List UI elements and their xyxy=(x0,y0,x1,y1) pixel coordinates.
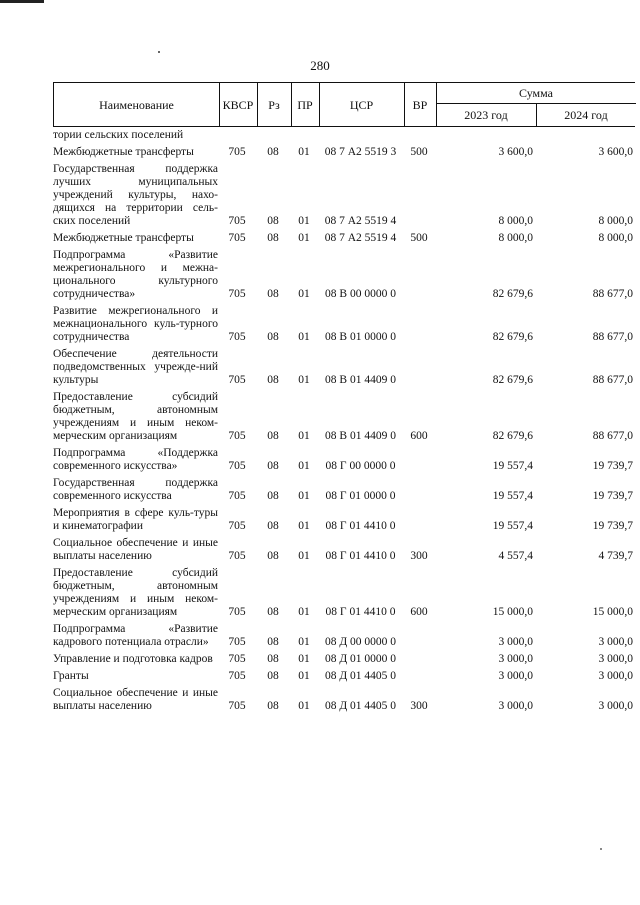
row-sum-2023: 15 000,0 xyxy=(492,606,533,618)
row-csr: 08 Г 01 0000 0 xyxy=(325,490,396,502)
row-vr: 600 xyxy=(410,606,428,618)
row-name: Предоставление субсидий бюджетным, автономным учреждениям и иным неком-мерческим организациям xyxy=(53,391,218,442)
row-csr: 08 Г 01 4410 0 xyxy=(325,520,396,532)
row-name: Подпрограмма «Развитие кадрового потенциала отрасли» xyxy=(53,623,218,648)
row-csr: 08 В 01 4409 0 xyxy=(325,374,396,386)
row-rz: 08 xyxy=(267,460,279,472)
header-rz: Рз xyxy=(268,97,280,112)
row-pr: 01 xyxy=(298,636,310,648)
table-row xyxy=(53,344,635,387)
row-kvsr: 705 xyxy=(228,331,246,343)
header-sum: Сумма xyxy=(519,85,553,100)
row-rz: 08 xyxy=(267,490,279,502)
row-name: Межбюджетные трансферты xyxy=(53,232,194,244)
row-name: Обеспечение деятельности подведомственных учрежде-ний культуры xyxy=(53,348,218,386)
row-kvsr: 705 xyxy=(228,374,246,386)
row-csr: 08 Г 01 4410 0 xyxy=(325,550,396,562)
row-pr: 01 xyxy=(298,606,310,618)
row-pr: 01 xyxy=(298,215,310,227)
row-name: Гранты xyxy=(53,670,89,682)
table-row xyxy=(53,473,635,503)
row-rz: 08 xyxy=(267,606,279,618)
row-pr: 01 xyxy=(298,550,310,562)
row-sum-2023: 82 679,6 xyxy=(492,288,533,300)
row-pr: 01 xyxy=(298,374,310,386)
row-pr: 01 xyxy=(298,288,310,300)
table-row xyxy=(53,503,635,533)
row-csr: 08 7 А2 5519 4 xyxy=(324,215,397,227)
row-sum-2024: 88 677,0 xyxy=(592,331,633,343)
row-sum-2023: 3 000,0 xyxy=(498,670,533,682)
row-csr: 08 Д 00 0000 0 xyxy=(324,636,397,648)
row-csr: 08 В 01 4409 0 xyxy=(325,430,396,442)
scan-dot xyxy=(600,848,602,850)
row-kvsr: 705 xyxy=(228,288,246,300)
row-name: Государственная поддержка лучших муниципальных учреждений культуры, нахо-дящихся на территории сель-ских поселений xyxy=(53,163,218,227)
row-kvsr: 705 xyxy=(228,653,246,665)
row-sum-2023: 8 000,0 xyxy=(498,232,533,244)
table-header xyxy=(53,82,635,127)
row-rz: 08 xyxy=(267,653,279,665)
row-sum-2023: 19 557,4 xyxy=(492,460,533,472)
budget-table xyxy=(53,82,635,713)
header-year-2024: 2024 год xyxy=(564,108,608,122)
row-pr: 01 xyxy=(298,331,310,343)
table-row xyxy=(53,443,635,473)
row-name: Предоставление субсидий бюджетным, автономным учреждениям и иным неком-мерческим организациям xyxy=(53,567,218,618)
row-sum-2024: 8 000,0 xyxy=(598,215,633,227)
row-kvsr: 705 xyxy=(228,232,246,244)
table-body xyxy=(53,127,635,713)
row-sum-2024: 88 677,0 xyxy=(592,430,633,442)
row-name: Социальное обеспечение и иные выплаты населению xyxy=(53,687,218,712)
row-kvsr: 705 xyxy=(228,490,246,502)
row-sum-2023: 3 000,0 xyxy=(498,653,533,665)
row-sum-2024: 19 739,7 xyxy=(592,490,633,502)
row-sum-2024: 3 000,0 xyxy=(598,670,633,682)
row-sum-2023: 3 000,0 xyxy=(498,700,533,712)
header-kvsr: КВСР xyxy=(222,97,254,112)
row-sum-2024: 3 000,0 xyxy=(598,700,633,712)
row-csr: 08 Д 01 4405 0 xyxy=(324,670,397,682)
corner-scan-mark xyxy=(0,0,44,3)
page-number: 280 xyxy=(310,58,330,73)
row-name: Развитие межрегионального и межнационального куль-турного сотрудничества xyxy=(53,305,218,343)
row-rz: 08 xyxy=(267,374,279,386)
row-sum-2024: 3 000,0 xyxy=(598,653,633,665)
row-sum-2024: 3 600,0 xyxy=(598,146,633,158)
row-rz: 08 xyxy=(267,430,279,442)
row-rz: 08 xyxy=(267,146,279,158)
row-csr: 08 Д 01 4405 0 xyxy=(324,700,397,712)
row-pr: 01 xyxy=(298,146,310,158)
row-kvsr: 705 xyxy=(228,520,246,532)
row-rz: 08 xyxy=(267,700,279,712)
row-kvsr: 705 xyxy=(228,550,246,562)
row-kvsr: 705 xyxy=(228,460,246,472)
table-row xyxy=(53,666,635,683)
table-row xyxy=(53,649,635,666)
row-sum-2023: 82 679,6 xyxy=(492,374,533,386)
table-row xyxy=(53,301,635,344)
table-row xyxy=(53,387,635,443)
row-sum-2024: 19 739,7 xyxy=(592,460,633,472)
header-name: Наименование xyxy=(99,97,174,112)
header-vr: ВР xyxy=(412,97,428,112)
row-sum-2024: 19 739,7 xyxy=(592,520,633,532)
row-pr: 01 xyxy=(298,670,310,682)
row-name: Межбюджетные трансферты xyxy=(53,146,194,158)
row-name: Подпрограмма «Развитие межрегионального и межна-ционального культурного сотрудничества» xyxy=(53,249,218,300)
row-rz: 08 xyxy=(267,520,279,532)
row-name: Управление и подготовка кадров xyxy=(53,653,213,665)
row-pr: 01 xyxy=(298,653,310,665)
row-csr: 08 Д 01 0000 0 xyxy=(324,653,397,665)
row-pr: 01 xyxy=(298,232,310,244)
row-vr: 500 xyxy=(410,232,428,244)
row-rz: 08 xyxy=(267,288,279,300)
row-csr: 08 В 01 0000 0 xyxy=(325,331,396,343)
row-kvsr: 705 xyxy=(228,606,246,618)
table-row xyxy=(53,563,635,619)
row-csr: 08 7 А2 5519 3 xyxy=(324,146,397,158)
table-row xyxy=(53,533,635,563)
row-vr: 300 xyxy=(410,550,428,562)
row-name: тории сельских поселений xyxy=(53,129,184,141)
row-pr: 01 xyxy=(298,520,310,532)
row-csr: 08 Г 01 4410 0 xyxy=(325,606,396,618)
row-sum-2023: 3 000,0 xyxy=(498,636,533,648)
table-row xyxy=(53,683,635,713)
row-kvsr: 705 xyxy=(228,430,246,442)
scan-dot xyxy=(158,51,160,53)
row-csr: 08 В 00 0000 0 xyxy=(325,288,396,300)
row-name: Мероприятия в сфере куль-туры и кинематографии xyxy=(53,507,218,532)
row-sum-2023: 3 600,0 xyxy=(498,146,533,158)
row-kvsr: 705 xyxy=(228,636,246,648)
table-row xyxy=(53,127,635,142)
row-csr: 08 7 А2 5519 4 xyxy=(324,232,397,244)
row-sum-2024: 8 000,0 xyxy=(598,232,633,244)
row-rz: 08 xyxy=(267,670,279,682)
table-row xyxy=(53,159,635,228)
row-sum-2024: 4 739,7 xyxy=(598,550,633,562)
table-row xyxy=(53,142,635,159)
row-kvsr: 705 xyxy=(228,670,246,682)
row-name: Социальное обеспечение и иные выплаты населению xyxy=(53,537,218,562)
row-sum-2023: 19 557,4 xyxy=(492,490,533,502)
row-name: Государственная поддержка современного искусства xyxy=(53,477,218,502)
row-rz: 08 xyxy=(267,232,279,244)
row-sum-2024: 88 677,0 xyxy=(592,288,633,300)
header-pr: ПР xyxy=(297,97,313,112)
row-kvsr: 705 xyxy=(228,146,246,158)
row-sum-2023: 19 557,4 xyxy=(492,520,533,532)
row-pr: 01 xyxy=(298,490,310,502)
row-sum-2024: 15 000,0 xyxy=(592,606,633,618)
row-sum-2024: 3 000,0 xyxy=(598,636,633,648)
header-year-2023: 2023 год xyxy=(464,108,508,122)
table-row xyxy=(53,619,635,649)
row-sum-2024: 88 677,0 xyxy=(592,374,633,386)
row-sum-2023: 4 557,4 xyxy=(498,550,533,562)
row-sum-2023: 8 000,0 xyxy=(498,215,533,227)
row-pr: 01 xyxy=(298,700,310,712)
row-vr: 500 xyxy=(410,146,428,158)
row-pr: 01 xyxy=(298,430,310,442)
row-sum-2023: 82 679,6 xyxy=(492,331,533,343)
row-csr: 08 Г 00 0000 0 xyxy=(325,460,396,472)
row-name: Подпрограмма «Поддержка современного искусства» xyxy=(53,447,218,472)
row-rz: 08 xyxy=(267,331,279,343)
row-vr: 600 xyxy=(410,430,428,442)
row-rz: 08 xyxy=(267,636,279,648)
row-pr: 01 xyxy=(298,460,310,472)
row-vr: 300 xyxy=(410,700,428,712)
row-kvsr: 705 xyxy=(228,215,246,227)
header-csr: ЦСР xyxy=(349,97,374,112)
table-row xyxy=(53,245,635,301)
row-rz: 08 xyxy=(267,215,279,227)
row-rz: 08 xyxy=(267,550,279,562)
row-sum-2023: 82 679,6 xyxy=(492,430,533,442)
row-kvsr: 705 xyxy=(228,700,246,712)
table-row xyxy=(53,228,635,245)
